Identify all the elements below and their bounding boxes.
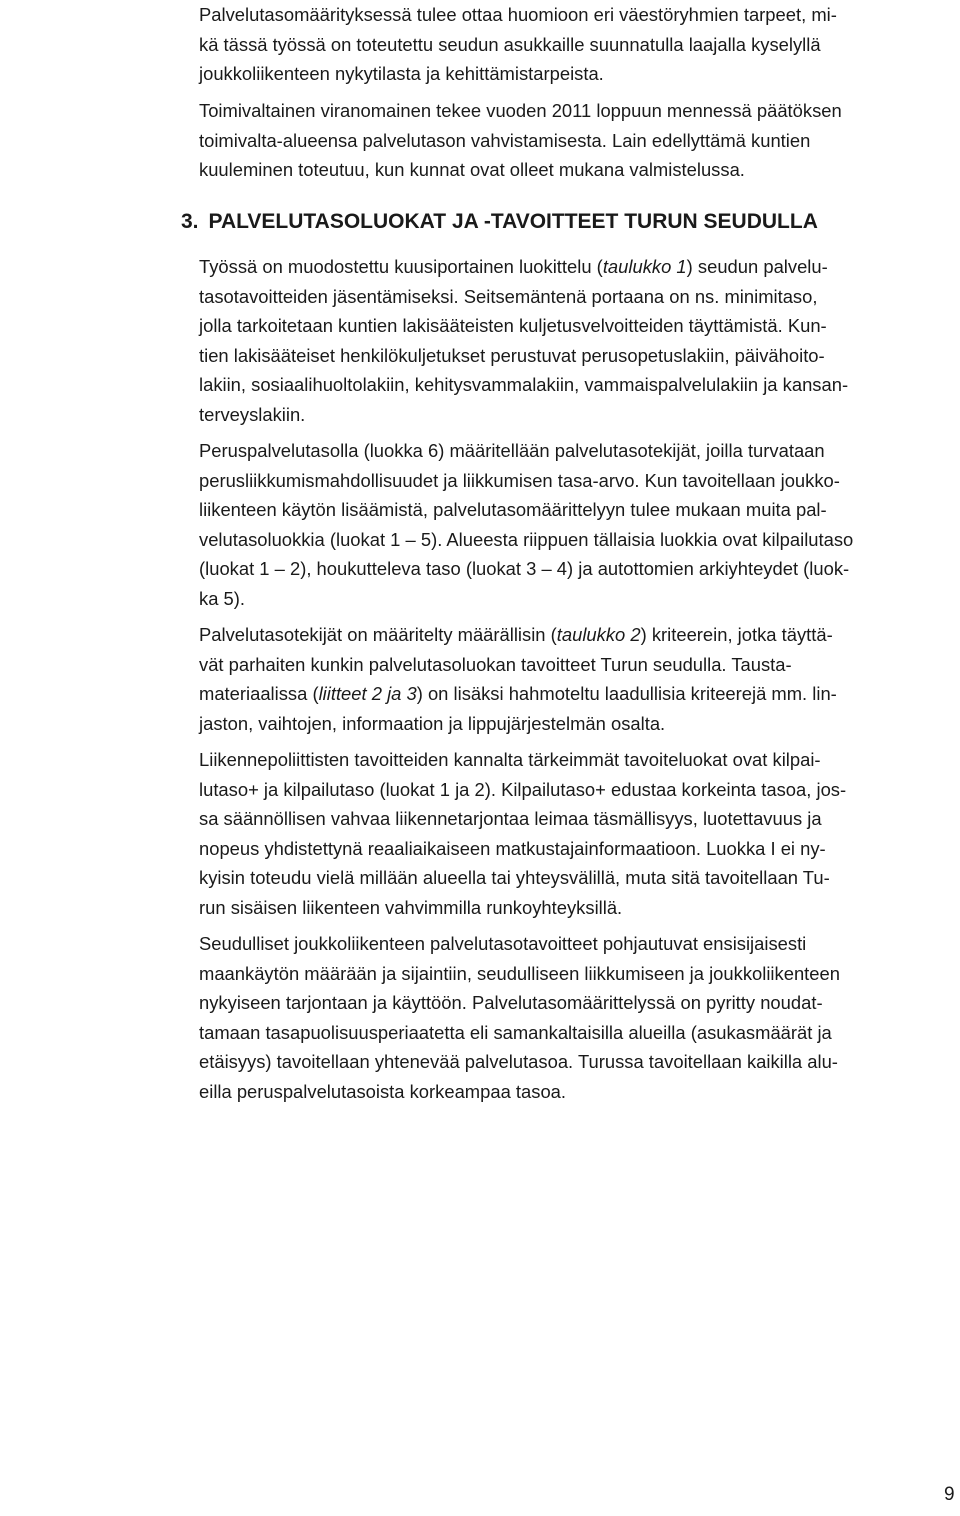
text-line: kä tässä työssä on toteutettu seudun asukkaille suunnatulla laajalla kyselyllä bbox=[199, 33, 821, 55]
body-paragraph-1 bbox=[199, 252, 951, 429]
text-line: velutasoluokkia (luokat 1 – 5). Alueesta riippuen tällaisia luokkia ovat kilpailutaso bbox=[199, 528, 854, 550]
text-line: Peruspalvelutasolla (luokka 6) määritellään palvelutasotekijät, joilla turvataan bbox=[199, 440, 825, 461]
text-line: Seudulliset joukkoliikenteen palvelutasotavoitteet pohjautuvat ensisijaisesti bbox=[199, 933, 807, 954]
page-number: 9 bbox=[944, 1484, 955, 1505]
table-reference: taulukko 2 bbox=[556, 624, 641, 645]
text-line: Palvelutasomäärityksessä tulee ottaa huomioon eri väestöryhmien tarpeet, mi- bbox=[199, 4, 837, 25]
text-line: vät parhaiten kunkin palvelutasoluokan tavoitteet Turun seudulla. Tausta- bbox=[199, 653, 792, 675]
text-line: (luokat 1 – 2), houkutteleva taso (luokat 3 – 4) ja autottomien arkiyhteydet (luok- bbox=[199, 558, 850, 579]
text-line: lutaso+ ja kilpailutaso (luokat 1 ja 2). Kilpailutaso+ edustaa korkeinta tasoa, jos- bbox=[199, 778, 847, 800]
text-line: terveyslakiin. bbox=[199, 403, 306, 425]
text-line: run sisäisen liikenteen vahvimmilla runkoyhteyksillä. bbox=[199, 896, 623, 918]
text-line: etäisyys) tavoitellaan yhtenevää palvelutasoa. Turussa tavoitellaan kaikilla alu- bbox=[199, 1051, 838, 1072]
text-line: Liikennepoliittisten tavoitteiden kannalta tärkeimmät tavoiteluokat ovat kilpai- bbox=[199, 749, 821, 770]
text-line: joukkoliikenteen nykytilasta ja kehittämistarpeista. bbox=[199, 63, 604, 84]
section-title: PALVELUTASOLUOKAT JA -TAVOITTEET TURUN SEUDULLA bbox=[208, 210, 818, 233]
text-line: Palvelutasotekijät on määritelty määrällisin (taulukko 2) kriteerein, jotka täyttä- bbox=[199, 624, 833, 645]
body-paragraph-2 bbox=[199, 436, 951, 613]
text-line: materiaalissa (liitteet 2 ja 3) on lisäksi hahmoteltu laadullisia kriteerejä mm. lin- bbox=[199, 683, 837, 704]
text-line: jolla tarkoitetaan kuntien lakisääteisten kuljetusvelvoitteiden täyttämistä. Kun- bbox=[199, 315, 827, 336]
section-number: 3. bbox=[181, 210, 199, 233]
intro-paragraph-2 bbox=[199, 96, 951, 185]
appendix-reference: liitteet 2 ja 3 bbox=[318, 683, 417, 704]
text-line: perusliikkumismahdollisuudet ja liikkumisen tasa-arvo. Kun tavoitellaan joukko- bbox=[199, 469, 840, 491]
text-line: kyisin toteudu vielä millään alueella tai yhteysvälillä, muta sitä tavoitellaan Tu- bbox=[199, 867, 830, 888]
text-line: toimivalta-alueensa palvelutason vahvistamisesta. Lain edellyttämä kuntien bbox=[199, 129, 811, 151]
text-line: eilla peruspalvelutasoista korkeampaa tasoa. bbox=[199, 1080, 567, 1102]
body-paragraph-5 bbox=[199, 929, 951, 1106]
text-line: lakiin, sosiaalihuoltolakiin, kehitysvammalakiin, vammaispalvelulakiin ja kansan- bbox=[199, 374, 849, 395]
text-line: nopeus yhdistettynä reaaliaikaiseen matkustajainformaatioon. Luokka I ei ny- bbox=[199, 837, 826, 859]
text-line: maankäytön määrään ja sijaintiin, seudulliseen liikkumiseen ja joukkoliikenteen bbox=[199, 962, 840, 984]
text-line: sa säännöllisen vahvaa liikennetarjontaa leimaa täsmällisyys, luotettavuus ja bbox=[199, 808, 822, 829]
text-line: nykyiseen tarjontaan ja käyttöön. Palvelutasomäärittelyssä on pyritty noudat- bbox=[199, 992, 823, 1013]
section-heading bbox=[181, 207, 818, 237]
text-line: tamaan tasapuolisuusperiaatetta eli samankaltaisilla alueilla (asukasmäärät ja bbox=[199, 1021, 832, 1043]
table-reference: taulukko 1 bbox=[602, 256, 687, 277]
text-line: liikenteen käytön lisäämistä, palvelutasomäärittelyyn tulee mukaan muita pal- bbox=[199, 499, 827, 520]
text-line: kuuleminen toteutuu, kun kunnat ovat olleet mukana valmistelussa. bbox=[199, 159, 745, 180]
text-line: tasotavoitteiden jäsentämiseksi. Seitsemäntenä portaana on ns. minimitaso, bbox=[199, 285, 818, 307]
body-paragraph-4 bbox=[199, 745, 951, 922]
text-line: tien lakisääteiset henkilökuljetukset perustuvat perusopetuslakiin, päivähoito- bbox=[199, 344, 825, 366]
text-line: Työssä on muodostettu kuusiportainen luokittelu (taulukko 1) seudun palvelu- bbox=[199, 256, 828, 277]
intro-paragraph-1 bbox=[199, 0, 951, 89]
body-paragraph-3 bbox=[199, 620, 951, 738]
text-line: jaston, vaihtojen, informaation ja lippujärjestelmän osalta. bbox=[199, 712, 666, 734]
text-line: Toimivaltainen viranomainen tekee vuoden 2011 loppuun mennessä päätöksen bbox=[199, 100, 842, 121]
text-line: ka 5). bbox=[199, 587, 245, 609]
